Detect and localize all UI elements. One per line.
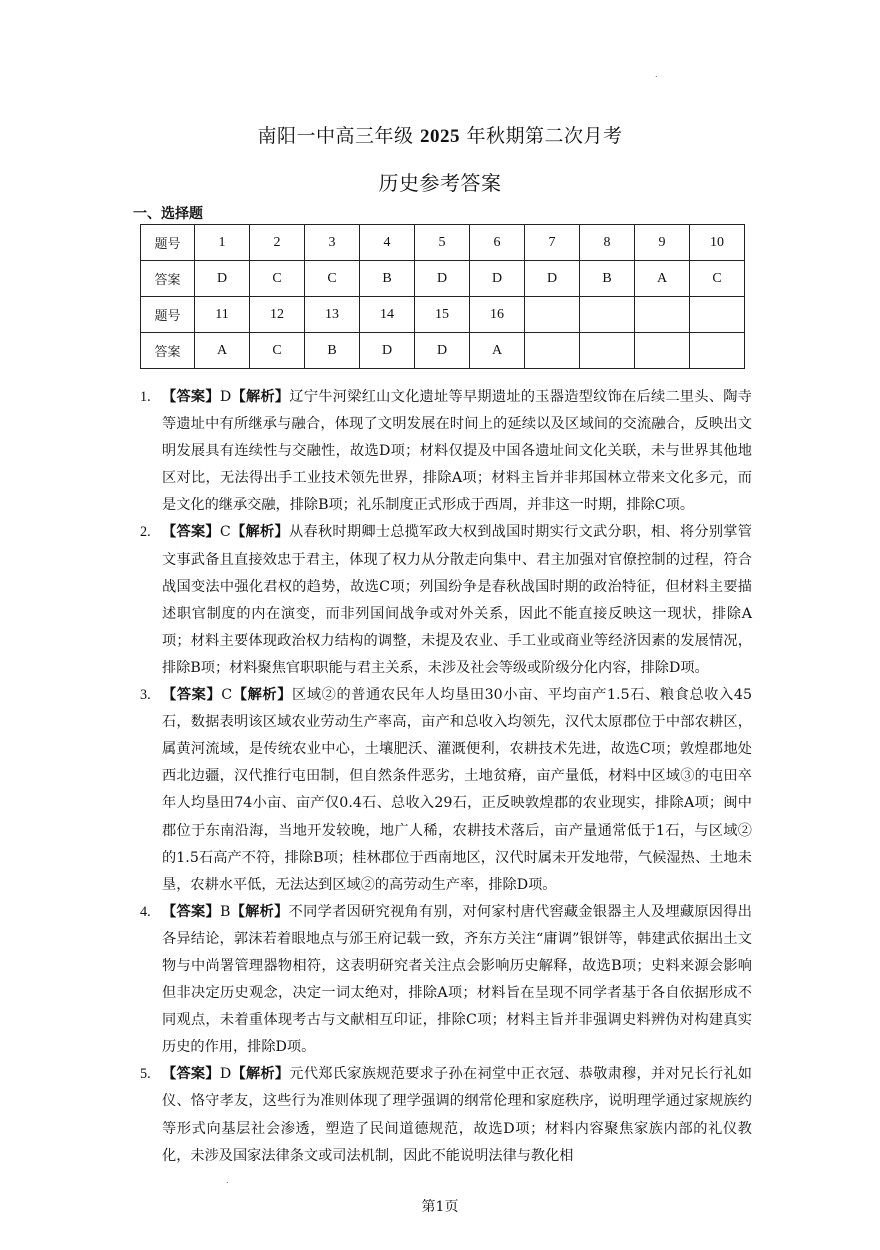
analysis-tag: 【解析】 — [230, 903, 289, 920]
answer-letter: C — [221, 687, 233, 704]
question-number-cell: 10 — [690, 225, 745, 261]
answer-cell: D — [415, 333, 470, 369]
answer-letter: D — [219, 389, 232, 405]
question-number-cell: 2 — [250, 225, 305, 261]
explanation-item — [140, 384, 752, 519]
table-row — [141, 261, 745, 297]
answer-tag: 【答案】 — [162, 524, 220, 541]
analysis-tag: 【解析】 — [230, 524, 289, 541]
question-number-cell — [635, 297, 690, 333]
question-number-cell: 14 — [360, 297, 415, 333]
question-number-cell: 8 — [580, 225, 635, 261]
answer-tag: 【答案】 — [162, 1066, 220, 1083]
answer-cell: B — [360, 261, 415, 297]
analysis-tag: 【解析】 — [232, 687, 293, 704]
analysis-text: 不同学者因研究视角有别，对何家村唐代窖藏金银器主人及埋藏原因得出各异结论，郭沫若着眼地点与邠王府记载一致，齐东方关注“庸调”银饼等，韩建武依据出土文物与中尚署管理器物相符，这表明研究者关注点会影响历史解释，故选B项；史料来源会影响但非决定历史观念，决定一词太绝对，排除A项；材料旨在呈现不同学者基于各自依据形成不同观点，未着重体现考古与文献相互印证，排除C项；材料主旨并非强调史料辨伪对构建真实历史的作用，排除D项。 — [162, 903, 752, 1056]
answer-letter: B — [219, 903, 231, 920]
question-number-cell: 9 — [635, 225, 690, 261]
answer-tag: 【答案】 — [162, 903, 220, 920]
answer-cell: D — [415, 261, 470, 297]
question-number-cell — [580, 297, 635, 333]
item-number: 5. — [140, 1066, 151, 1083]
answer-cell: A — [195, 333, 250, 369]
answer-cell: A — [470, 333, 525, 369]
row-label: 题号 — [141, 297, 195, 333]
answer-cell — [580, 333, 635, 369]
question-number-cell — [525, 297, 580, 333]
answer-cell: C — [690, 261, 745, 297]
table-row — [141, 297, 745, 333]
question-number-cell: 7 — [525, 225, 580, 261]
question-number-cell: 13 — [305, 297, 360, 333]
answer-table — [140, 224, 745, 369]
explanation-item — [140, 682, 752, 899]
analysis-text: 元代郑氏家族规范要求子孙在祠堂中正衣冠、恭敬肃穆，并对兄长行礼如仪、恪守孝友，这些行为准则体现了理学强调的纲常伦理和家庭秩序，说明理学通过家规族约等形式向基层社会渗透，塑造了民间道德规范，故选D项；材料内容聚焦家族内部的礼仪教化，未涉及国家法律条文或司法机制，因此不能说明法律与教化相 — [162, 1066, 752, 1164]
answer-tag: 【答案】 — [162, 687, 222, 704]
row-label: 答案 — [141, 333, 195, 369]
row-label: 答案 — [141, 261, 195, 297]
answer-cell: D — [195, 261, 250, 297]
page-subtitle: 历史参考答案 — [378, 171, 502, 195]
question-number-cell: 15 — [415, 297, 470, 333]
explanation-list — [140, 384, 752, 1170]
question-number-cell: 1 — [195, 225, 250, 261]
page-number: 第1页 — [421, 1199, 459, 1215]
scan-dot: . — [226, 1176, 229, 1185]
question-number-cell: 4 — [360, 225, 415, 261]
table-row — [141, 225, 745, 261]
section-heading: 一、选择题 — [133, 206, 203, 222]
analysis-text: 从春秋时期卿士总揽军政大权到战国时期实行文武分职，相、将分别掌管文事武备且直接效忠于君主，体现了权力从分散走向集中、君主加强对官僚控制的过程，符合战国变法中强化君权的趋势，故选C项；列国纷争是春秋战国时期的政治特征，但材料主要描述职官制度的内在演变，而非列国间战争或对外关系，因此不能直接反映这一现状，排除A项；材料主要体现政治权力结构的调整，未提及农业、手工业或商业等经济因素的发展情况，排除B项；材料聚焦官职职能与君主关系，未涉及社会等级或阶级分化内容，排除D项。 — [162, 524, 752, 676]
answer-letter: C — [219, 524, 231, 541]
explanation-item — [140, 519, 752, 682]
explanation-item — [140, 1061, 752, 1169]
question-number-cell: 16 — [470, 297, 525, 333]
answer-cell: C — [305, 261, 360, 297]
answer-cell: B — [305, 333, 360, 369]
answer-cell — [635, 333, 690, 369]
answer-cell — [525, 333, 580, 369]
scan-dot: . — [655, 70, 658, 79]
answer-tag: 【答案】 — [162, 389, 220, 405]
item-number: 3. — [140, 687, 151, 704]
answer-cell: D — [470, 261, 525, 297]
question-number-cell: 3 — [305, 225, 360, 261]
analysis-text: 辽宁牛河梁红山文化遗址等早期遗址的玉器造型纹饰在后续二里头、陶寺等遗址中有所继承与融合，体现了文明发展在时间上的延续以及区域间的交流融合，反映出文明发展具有连续性与交融性，故选D项；材料仅提及中国各遗址间文化关联，未与世界其他地区对比，无法得出手工业技术领先世界，排除A项；材料主旨并非邦国林立带来文化多元，而是文化的继承交融，排除B项；礼乐制度正式形成于西周，并非这一时期，排除C项。 — [162, 389, 752, 514]
question-number-cell — [690, 297, 745, 333]
analysis-text: 区域②的普通农民年人均垦田30小亩、平均亩产1.5石、粮食总收入45石，数据表明该区域农业劳动生产率高，亩产和总收入均领先，汉代太原郡位于中部农耕区，属黄河流域，是传统农业中心，土壤肥沃、灌溉便利，农耕技术先进，故选C项；敦煌郡地处西北边疆，汉代推行屯田制，但自然条件恶劣，土地贫瘠，亩产量低，材料中区域③的屯田卒年人均垦田74小亩、亩产仅0.4石、总收入29石，正反映敦煌郡的农业现实，排除A项；闽中郡位于东南沿海，当地开发较晚，地广人稀，农耕技术落后，亩产量通常低于1石，与区域②的1.5石高产不符，排除B项；桂林郡位于西南地区，汉代时属未开发地带，气候湿热、土地未垦，农耕水平低，无法达到区域②的高劳动生产率，排除D项。 — [162, 687, 752, 893]
question-number-cell: 6 — [470, 225, 525, 261]
analysis-tag: 【解析】 — [231, 389, 290, 405]
answer-cell: C — [250, 261, 305, 297]
explanation-item — [140, 899, 752, 1062]
answer-letter: D — [219, 1066, 232, 1083]
answer-cell — [690, 333, 745, 369]
item-number: 2. — [140, 524, 151, 541]
question-number-cell: 11 — [195, 297, 250, 333]
page-title: 南阳一中高三年级 2025 年秋期第二次月考 — [257, 125, 623, 147]
question-number-cell: 5 — [415, 225, 470, 261]
question-number-cell: 12 — [250, 297, 305, 333]
answer-cell: D — [360, 333, 415, 369]
answer-cell: A — [635, 261, 690, 297]
row-label: 题号 — [141, 225, 195, 261]
answer-cell: B — [580, 261, 635, 297]
answer-cell: D — [525, 261, 580, 297]
table-row — [141, 333, 745, 369]
analysis-tag: 【解析】 — [231, 1066, 290, 1083]
item-number: 4. — [140, 903, 151, 920]
answer-cell: C — [250, 333, 305, 369]
item-number: 1. — [140, 389, 151, 405]
